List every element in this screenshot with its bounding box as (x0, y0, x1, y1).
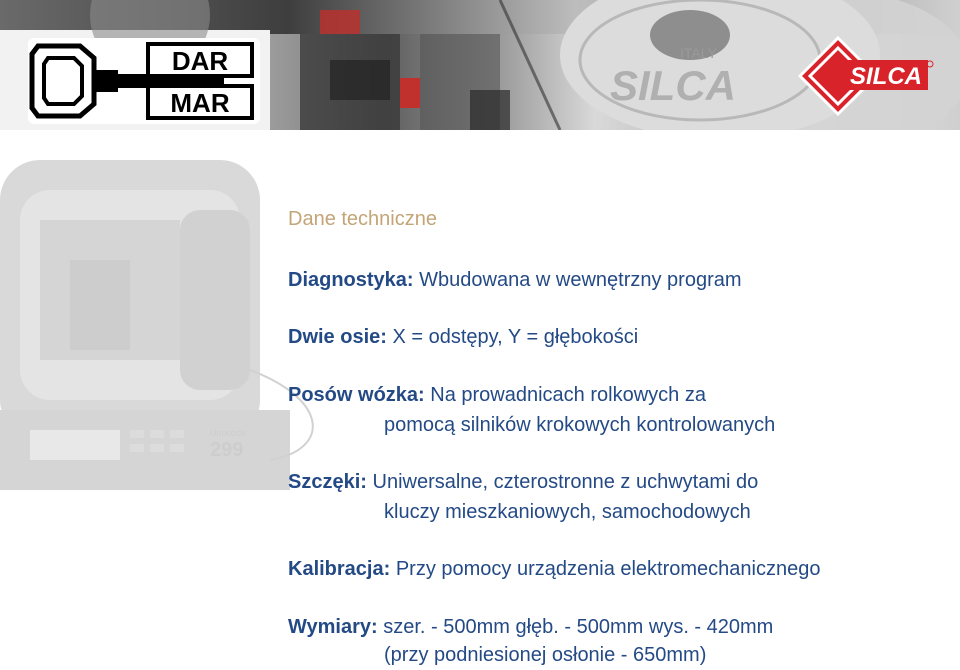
spec-row-osie (288, 322, 638, 352)
spec-value: Na prowadnicach rolkowych za (430, 384, 706, 406)
spec-value: X = odstępy, Y = głębokości (392, 326, 639, 348)
darmar-logo (28, 38, 260, 124)
machine-model-number: 299 (210, 439, 244, 461)
spec-label: Wymiary: (288, 616, 378, 638)
coin-rim-text: ITALY (680, 45, 717, 61)
header-banner (0, 0, 960, 130)
spec-continuation: (przy podniesionej osłonie - 650mm) (384, 644, 707, 666)
spec-label: Kalibracja: (288, 558, 391, 580)
darmar-line1: DAR (171, 46, 229, 76)
spec-value: szer. - 500mm głęb. - 500mm wys. - 420mm (383, 616, 774, 638)
coin-brand-text: SILCA (610, 62, 736, 109)
silca-text: SILCA (850, 63, 922, 90)
spec-continuation: kluczy mieszkaniowych, samochodowych (384, 501, 751, 523)
section-heading: Dane techniczne (288, 208, 437, 230)
spec-value: Uniwersalne, czterostronne z uchwytami do (372, 471, 759, 493)
spec-row-diagnostyka (288, 265, 742, 295)
key-machine-image (0, 160, 330, 500)
spec-row-posuw (288, 380, 706, 410)
spec-label: Dwie osie: (288, 326, 387, 348)
spec-continuation: pomocą silników krokowych kontrolowanych (384, 414, 776, 436)
spec-row-kalibracja (288, 554, 821, 584)
spec-label: Posów wózka: (288, 384, 425, 406)
spec-row-szczeki (288, 467, 758, 497)
spec-row-wymiary (288, 612, 773, 642)
machine-model-name: Unocode (210, 428, 247, 438)
spec-value: Przy pomocy urządzenia elektromechanicznego (395, 558, 821, 580)
darmar-line2: MAR (170, 88, 230, 118)
spec-label: Szczęki: (288, 471, 367, 493)
spec-label: Diagnostyka: (288, 269, 414, 291)
silca-logo (796, 34, 936, 116)
spec-value: Wbudowana w wewnętrzny program (419, 269, 742, 291)
